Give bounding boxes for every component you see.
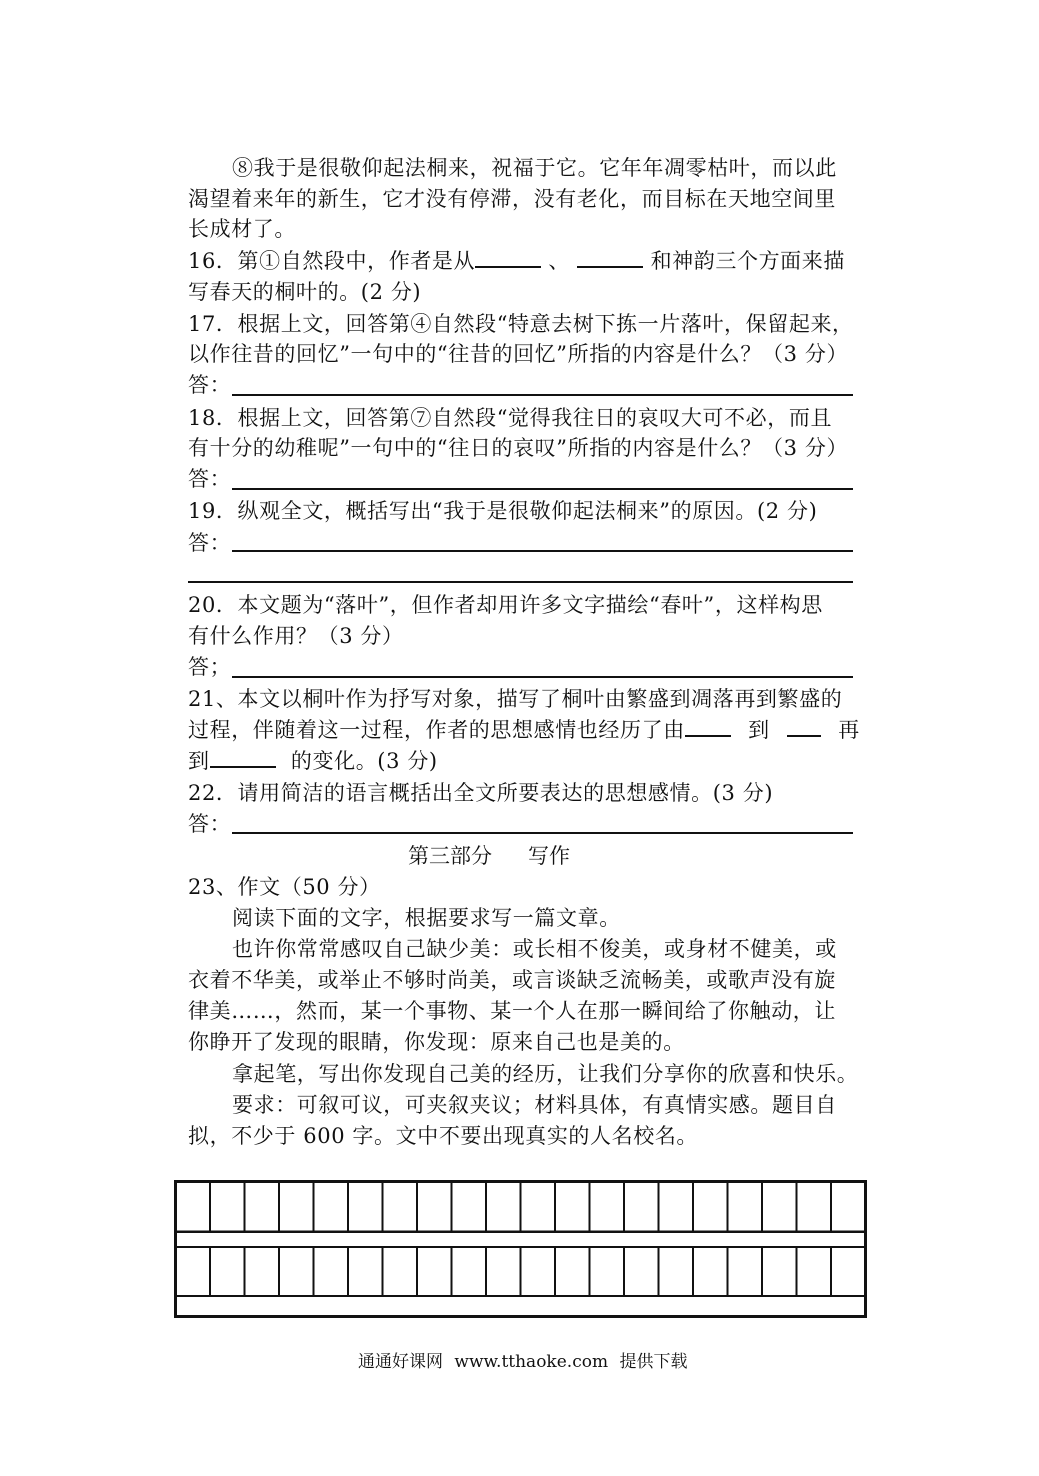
question-23-paragraph-4-line-1: 要求：可叙可议，可夹叙夹议；材料具体，有真情实感。题目自	[232, 1093, 837, 1117]
question-20-line-2: 有什么作用？（3 分）	[188, 624, 404, 648]
question-16-line-2: 写春天的桐叶的。(2 分)	[188, 280, 422, 304]
question-21-text-b: 到	[748, 718, 770, 742]
question-18-answer-label: 答：	[188, 467, 232, 491]
footer-note: 提供下载	[619, 1352, 688, 1372]
question-22-line-1: 22．请用简洁的语言概括出全文所要表达的思想感情。(3 分)	[188, 781, 774, 805]
question-16-line-1	[188, 246, 845, 276]
section-3-title: 第三部分	[408, 844, 492, 868]
question-17-line-1: 17．根据上文，回答第④自然段“特意去树下拣一片落叶，保留起来，	[188, 312, 854, 336]
question-19-answer-label: 答：	[188, 531, 232, 555]
question-21-blank-3[interactable]	[210, 746, 276, 768]
question-23-paragraph-4-line-2: 拟，不少于 600 字。文中不要出现真实的人名校名。	[188, 1124, 699, 1148]
question-21-text-e: 的变化。(3 分)	[290, 749, 438, 773]
footer-site-name: 通通好课网	[358, 1352, 443, 1372]
grid-spacer-2	[176, 1296, 866, 1317]
question-23-paragraph-1: 阅读下面的文字，根据要求写一篇文章。	[232, 906, 621, 930]
question-19-answer-line-1[interactable]	[232, 550, 853, 552]
paragraph-8-line-3: 长成材了。	[188, 217, 296, 241]
question-20-answer-line[interactable]	[232, 676, 853, 678]
question-19-answer-line-2[interactable]	[188, 581, 853, 583]
footer-url: www.tthaoke.com	[454, 1352, 609, 1372]
question-22-answer-label: 答：	[188, 812, 232, 836]
question-23-line-1: 23、作文（50 分）	[188, 875, 381, 899]
section-3-subtitle: 写作	[528, 844, 570, 868]
composition-grid[interactable]	[174, 1180, 867, 1320]
question-16-separator: 、	[548, 249, 571, 273]
question-21-text-d: 到	[188, 749, 210, 773]
question-23-paragraph-2-line-4: 你睁开了发现的眼睛，你发现：原来自己也是美的。	[188, 1030, 685, 1054]
question-21-line-3	[188, 746, 438, 776]
question-23-paragraph-2-line-1: 也许你常常感叹自己缺少美：或长相不俊美，或身材不健美，或	[232, 937, 837, 961]
question-21-text-a: 过程，伴随着这一过程，作者的思想感情也经历了由	[188, 718, 685, 742]
question-21-line-2	[188, 715, 860, 745]
question-17-answer-line[interactable]	[232, 394, 853, 396]
question-23-paragraph-2-line-2: 衣着不华美，或举止不够时尚美，或言谈缺乏流畅美，或歌声没有旋	[188, 968, 836, 992]
question-18-answer-line[interactable]	[232, 488, 853, 490]
question-16-blank-2[interactable]	[577, 246, 643, 268]
question-20-line-1: 20．本文题为“落叶”，但作者却用许多文字描绘“春叶”，这样构思	[188, 593, 823, 617]
grid-spacer-1	[176, 1232, 866, 1247]
page-footer	[358, 1350, 687, 1374]
question-21-blank-1[interactable]	[685, 715, 731, 737]
question-21-line-1: 21、本文以桐叶作为抒写对象，描写了桐叶由繁盛到凋落再到繁盛的	[188, 687, 843, 711]
question-18-line-2: 有十分的幼稚呢”一句中的“往日的哀叹”所指的内容是什么？（3 分）	[188, 436, 849, 460]
question-19-line-1: 19．纵观全文，概括写出“我于是很敬仰起法桐来”的原因。(2 分)	[188, 499, 818, 523]
question-23-paragraph-3: 拿起笔，写出你发现自己美的经历，让我们分享你的欣喜和快乐。	[232, 1062, 859, 1086]
question-20-answer-label: 答；	[188, 655, 232, 679]
paragraph-8-line-1: ⑧我于是很敬仰起法桐来，祝福于它。它年年凋零枯叶，而以此	[232, 156, 837, 180]
question-16-text-a: 16．第①自然段中，作者是从	[188, 249, 476, 273]
question-23-paragraph-2-line-3: 律美……，然而，某一个事物、某一个人在那一瞬间给了你触动，让	[188, 999, 836, 1023]
question-16-blank-1[interactable]	[475, 246, 541, 268]
question-21-blank-2[interactable]	[787, 715, 821, 737]
question-17-answer-label: 答：	[188, 373, 232, 397]
paragraph-8-line-2: 渴望着来年的新生，它才没有停滞，没有老化，而目标在天地空间里	[188, 187, 836, 211]
question-21-text-c: 再	[838, 718, 860, 742]
question-16-text-b: 和神韵三个方面来描	[650, 249, 845, 273]
question-18-line-1: 18．根据上文，回答第⑦自然段“觉得我往日的哀叹大可不必，而且	[188, 406, 833, 430]
question-17-line-2: 以作往昔的回忆”一句中的“往昔的回忆”所指的内容是什么？（3 分）	[188, 342, 849, 366]
question-22-answer-line[interactable]	[232, 832, 853, 834]
